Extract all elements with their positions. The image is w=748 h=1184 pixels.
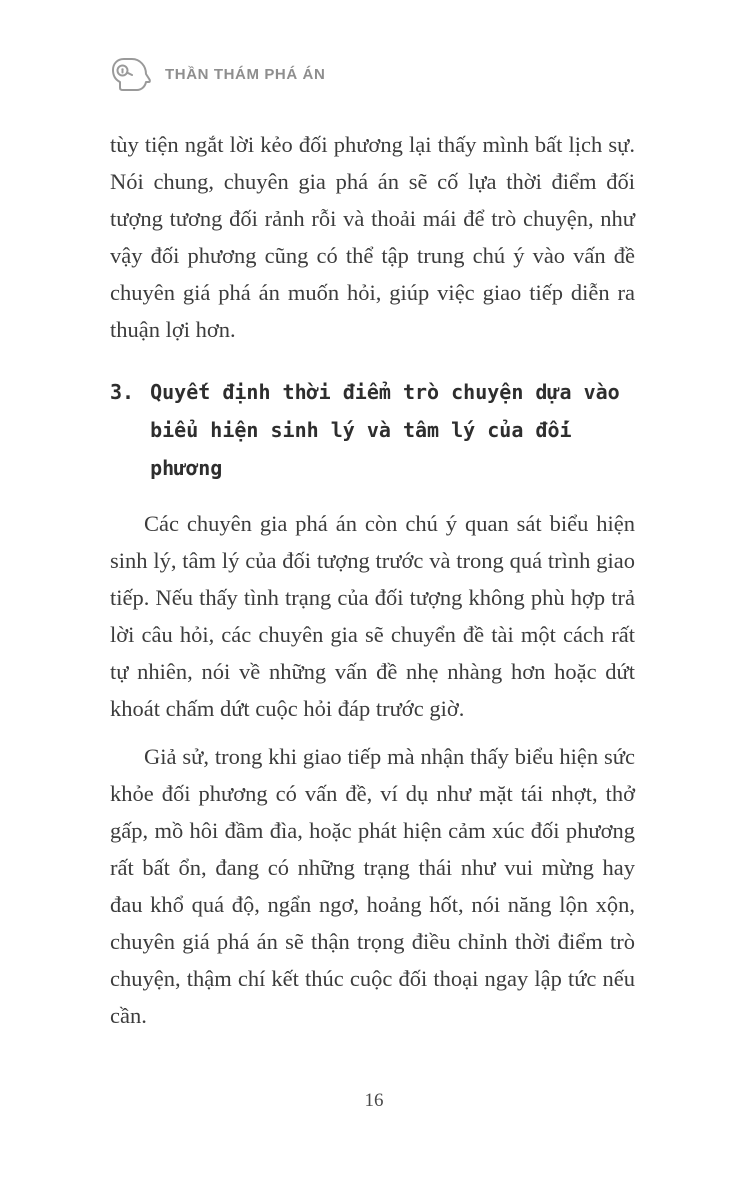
page-header xyxy=(110,56,635,92)
book-title: THẦN THÁM PHÁ ÁN xyxy=(165,65,326,83)
page-footer xyxy=(0,1090,748,1112)
body-text xyxy=(110,126,635,1034)
paragraph: Giả sử, trong khi giao tiếp mà nhận thấy biểu hiện sức khỏe đối phương có vấn đề, ví dụ như mặt tái nhợt, thở gấp, mồ hôi đầm đìa, hoặc phát hiện cảm xúc đối phương rất bất ổn, đang có những trạng thái như vui mừng hay đau khổ quá độ, ngẩn ngơ, hoảng hốt, nói năng lộn xộn, chuyên giá phá án sẽ thận trọng điều chỉnh thời điểm trò chuyện, thậm chí kết thúc cuộc đối thoại ngay lập tức nếu cần. xyxy=(110,744,635,1028)
section-heading xyxy=(110,373,635,487)
section-title: Quyết định thời điểm trò chuyện dựa vào biểu hiện sinh lý và tâm lý của đối phương xyxy=(150,380,620,480)
paragraph: Các chuyên gia phá án còn chú ý quan sát biểu hiện sinh lý, tâm lý của đối tượng trước và trong quá trình giao tiếp. Nếu thấy tình trạng của đối tượng không phù hợp trả lời câu hỏi, các chuyên gia sẽ chuyển đề tài một cách rất tự nhiên, nói về những vấn đề nhẹ nhàng hơn hoặc dứt khoát chấm dứt cuộc hỏi đáp trước giờ. xyxy=(110,511,635,721)
page-number: 16 xyxy=(364,1090,384,1111)
section-number: 3. xyxy=(110,380,135,404)
paragraph-continuation: tùy tiện ngắt lời kẻo đối phương lại thấy mình bất lịch sự. Nói chung, chuyên gia phá án sẽ cố lựa thời điểm đối tượng tương đối rảnh rỗi và thoải mái để trò chuyện, như vậy đối phương cũng có thể tập trung chú ý vào vấn đề chuyên giá phá án muốn hỏi, giúp việc giao tiếp diễn ra thuận lợi hơn. xyxy=(110,132,635,342)
detective-head-icon xyxy=(110,56,152,92)
